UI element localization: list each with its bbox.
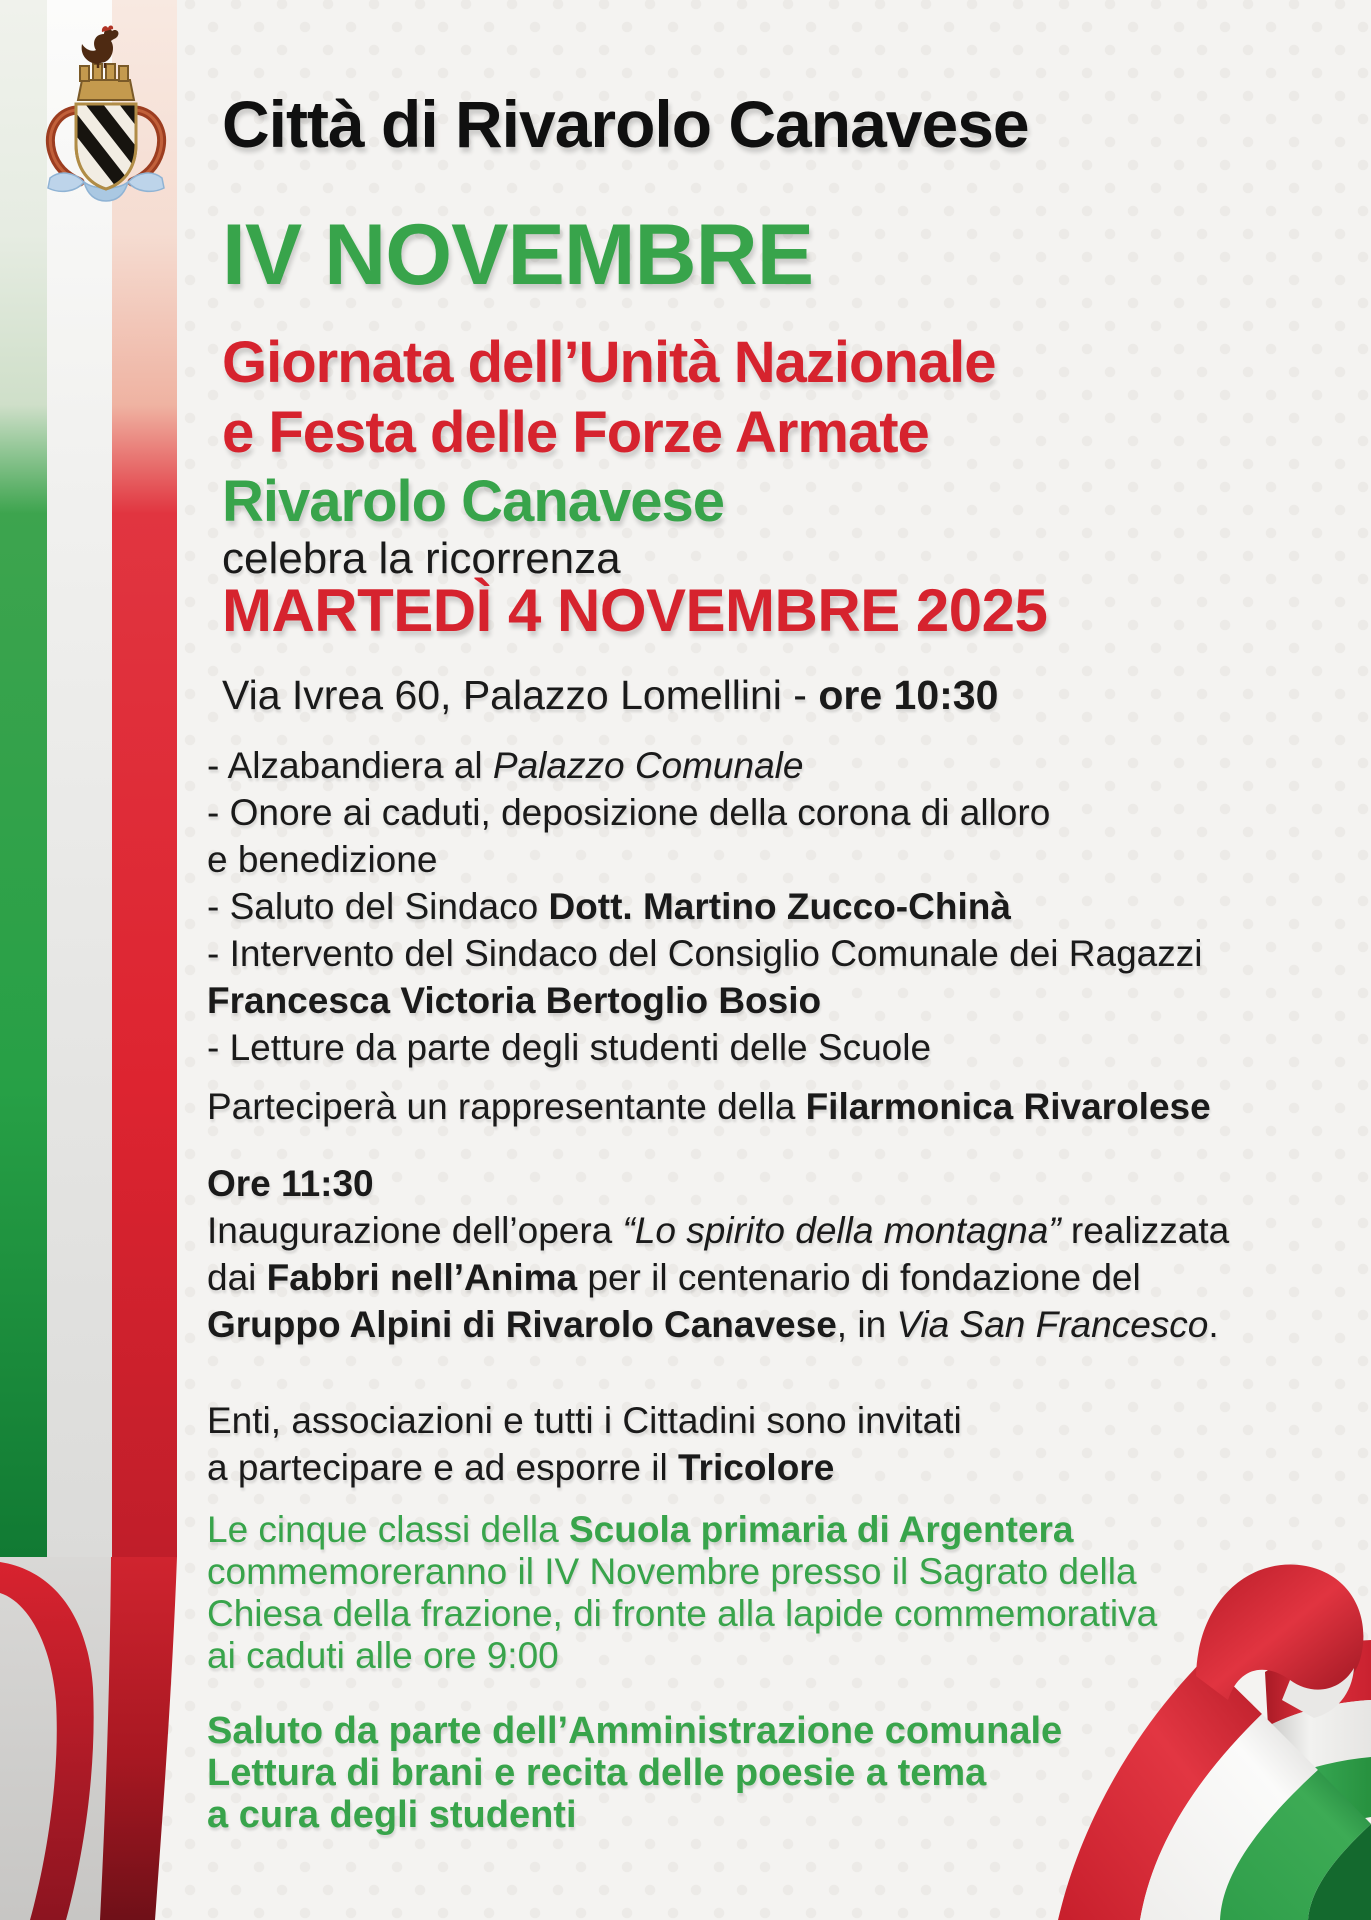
text-segment: Via Ivrea 60, Palazzo Lomellini -: [222, 672, 819, 718]
text-segment: a partecipare e ad esporre il: [207, 1447, 678, 1488]
second-event-line-4: [207, 1301, 1229, 1348]
closing-line-2: [207, 1752, 1062, 1794]
text-segment: Dott. Martino Zucco-Chinà: [548, 886, 1011, 927]
venue-line: [222, 672, 998, 719]
coat-of-arms-icon: [36, 20, 176, 210]
text-segment: a cura degli studenti: [207, 1794, 577, 1836]
argentera-note: [207, 1509, 1157, 1677]
program-line-3: [207, 836, 1202, 883]
text-segment: commemoreranno il IV Novembre presso il Sagrato della: [207, 1551, 1137, 1592]
text-segment: - Alzabandiera al: [207, 745, 493, 786]
text-segment: ai caduti alle ore 9:00: [207, 1635, 559, 1676]
program-line-2: [207, 789, 1202, 836]
text-segment: Ore 11:30: [207, 1163, 374, 1204]
rooster-icon: [82, 25, 119, 68]
program-line-7: [207, 1024, 1202, 1071]
text-segment: - Letture da parte degli studenti delle Scuole: [207, 1027, 932, 1068]
text-segment: Inaugurazione dell’opera: [207, 1210, 623, 1251]
text-segment: Enti, associazioni e tutti i Cittadini sono invitati: [207, 1400, 962, 1441]
argentera-line-1: [207, 1509, 1157, 1551]
argentera-line-2: [207, 1551, 1157, 1593]
text-segment: Chiesa della frazione, di fronte alla lapide commemorativa: [207, 1593, 1158, 1634]
argentera-line-3: [207, 1593, 1157, 1635]
text-segment: - Intervento del Sindaco del Consiglio Comunale dei Ragazzi: [207, 933, 1203, 974]
program-line-5: [207, 930, 1202, 977]
text-segment: Lettura di brani e recita delle poesie a tema: [207, 1752, 987, 1794]
left-tricolor-ribbon-icon: [0, 0, 180, 1920]
invitation-line-2: [207, 1444, 962, 1491]
text-segment: per il centenario di fondazione del: [577, 1257, 1141, 1298]
event-subtitle: [222, 328, 995, 468]
closing-line-3: [207, 1794, 1062, 1836]
text-segment: Scuola primaria di Argentera: [569, 1509, 1074, 1550]
text-segment: “Lo spirito della montagna”: [622, 1210, 1061, 1251]
text-segment: , in: [836, 1304, 897, 1345]
city-name-green: Rivarolo Canavese: [222, 469, 725, 534]
text-segment: Palazzo Comunale: [492, 745, 804, 786]
text-segment: Le cinque classi della: [207, 1509, 569, 1550]
text-segment: Francesca Victoria Bertoglio Bosio: [207, 980, 822, 1021]
text-segment: - Onore ai caduti, deposizione della corona di alloro: [207, 792, 1051, 833]
program-list: [207, 742, 1202, 1071]
city-title: Città di Rivarolo Canavese: [222, 87, 1029, 161]
text-segment: Via San Francesco: [896, 1304, 1209, 1345]
text-segment: Tricolore: [678, 1447, 835, 1488]
invitation-line-1: [207, 1397, 962, 1444]
event-title: IV NOVEMBRE: [222, 207, 814, 303]
argentera-line-4: [207, 1635, 1157, 1677]
crown-icon: [78, 64, 134, 100]
second-event-line-3: [207, 1254, 1229, 1301]
event-subtitle-line-1: Giornata dell’Unità Nazionale: [222, 330, 996, 395]
closing-note: [207, 1710, 1062, 1836]
text-segment: Filarmonica Rivarolese: [805, 1086, 1211, 1127]
text-segment: realizzata: [1060, 1210, 1230, 1251]
text-segment: Gruppo Alpini di Rivarolo Canavese: [207, 1304, 837, 1345]
participation-note: [207, 1086, 1211, 1128]
closing-line-1: [207, 1710, 1062, 1752]
program-line-6: [207, 977, 1202, 1024]
text-segment: ore 10:30: [818, 672, 999, 718]
text-segment: Parteciperà un rappresentante della: [207, 1086, 806, 1127]
date-title: MARTEDÌ 4 NOVEMBRE 2025: [222, 577, 1048, 644]
invitation: [207, 1397, 962, 1491]
event-subtitle-line-2: e Festa delle Forze Armate: [222, 400, 929, 465]
text-segment: Saluto da parte dell’Amministrazione comunale: [207, 1710, 1063, 1752]
tagline: celebra la ricorrenza: [222, 534, 621, 583]
second-event-line-2: [207, 1207, 1229, 1254]
text-segment: e benedizione: [207, 839, 438, 880]
program-line-1: [207, 742, 1202, 789]
program-line-4: [207, 883, 1202, 930]
second-event: [207, 1160, 1229, 1348]
second-event-line-1: [207, 1160, 1229, 1207]
text-segment: Fabbri nell’Anima: [266, 1257, 578, 1298]
text-segment: dai: [207, 1257, 267, 1298]
text-segment: .: [1208, 1304, 1219, 1345]
text-segment: - Saluto del Sindaco: [207, 886, 549, 927]
